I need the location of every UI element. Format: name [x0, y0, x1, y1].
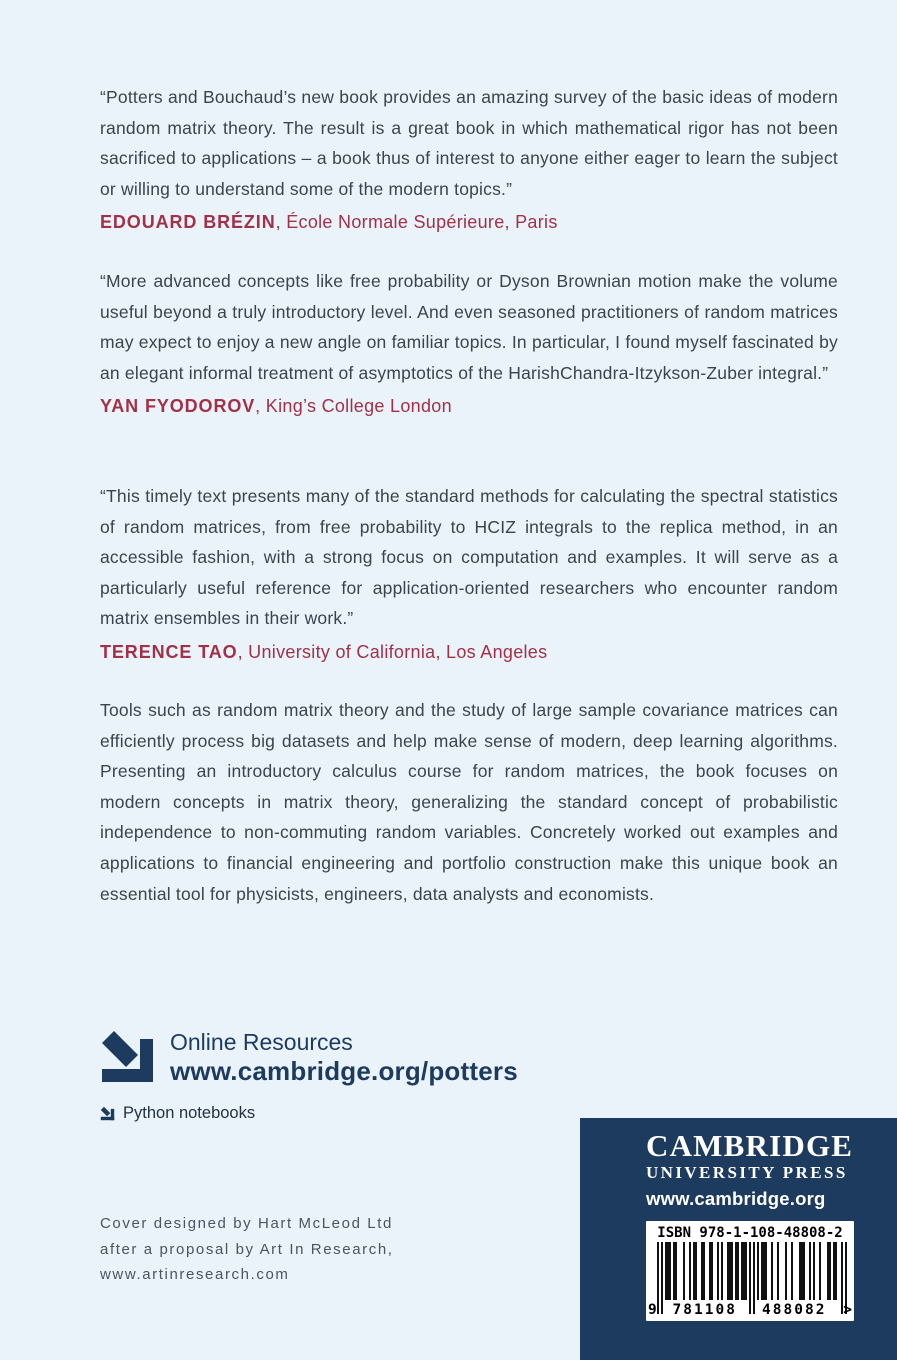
- online-resources-url: www.cambridge.org/potters: [170, 1056, 518, 1086]
- quote-block-1: [100, 82, 838, 233]
- arrow-down-right-icon: [99, 1028, 156, 1085]
- publisher-website: www.cambridge.org: [646, 1188, 826, 1209]
- publisher-inner: [646, 1130, 862, 1321]
- reviewer-affiliation: , King’s College London: [255, 396, 452, 417]
- arrow-down-right-icon: [100, 1106, 115, 1121]
- barcode-digit-group: 781108: [672, 1302, 737, 1318]
- reviewer-name: YAN FYODOROV: [100, 396, 256, 417]
- reviewer-affiliation: , University of California, Los Angeles: [237, 641, 548, 662]
- quote-text: “This timely text presents many of the standard methods for calculating the spectral statistics of random matrices, from free probability to HCIZ integrals to the replica method, in an accessible fashion, with a strong focus on computation and examples. It will serve as a particularly useful reference for application-oriented researchers who encounter random matrix ensembles in their work.”: [100, 486, 838, 629]
- book-description: [100, 695, 838, 909]
- publisher-logo-line1: CAMBRIDGE: [646, 1128, 854, 1163]
- reviewer-name: EDOUARD BRÉZIN: [100, 212, 276, 233]
- python-notebooks-label: Python notebooks: [123, 1104, 256, 1122]
- python-notebooks-row: [100, 1104, 255, 1123]
- quote-block-3: [100, 481, 838, 663]
- quote-attribution: [100, 396, 838, 417]
- barcode-digit-leading: 9: [648, 1302, 657, 1318]
- description-text: Tools such as random matrix theory and the study of large sample covariance matrices can efficiently process big datasets and help make sense of modern, deep learning algorithms. Presenting an introductory calculus course for random matrices, the book focuses on modern concepts in matrix theory, generalizing the standard concept of probabilistic independence to non-commuting random variables. Concretely worked out examples and applications to financial engineering and portfolio construction make this unique book an essential tool for physicists, engineers, data analysts and economists.: [100, 700, 838, 904]
- publisher-logo-line2: UNIVERSITY PRESS: [646, 1163, 848, 1182]
- credit-line: Cover designed by Hart McLeod Ltd: [100, 1215, 393, 1232]
- quote-block-2: [100, 266, 838, 417]
- barcode-quiet-zone-mark: >: [843, 1302, 852, 1318]
- reviewer-affiliation: , École Normale Supérieure, Paris: [275, 212, 558, 233]
- online-resources-text: [170, 1028, 518, 1086]
- isbn-label: ISBN 978-1-108-48808-2: [657, 1225, 843, 1241]
- quote-attribution: [100, 212, 838, 233]
- cover-credits: [100, 1211, 394, 1288]
- reviewer-name: TERENCE TAO: [100, 641, 238, 662]
- online-resources-block: [99, 1028, 518, 1086]
- publisher-block: [580, 1118, 897, 1360]
- quote-text: “More advanced concepts like free probability or Dyson Brownian motion make the volume useful beyond a truly introductory level. And even seasoned practitioners of random matrices may expect to enjoy a new angle on familiar topics. In particular, I found myself fascinated by an elegant informal treatment of asymptotics of the HarishChandra-Itzykson-Zuber integral.”: [100, 271, 838, 383]
- credit-line: www.artinresearch.com: [100, 1266, 290, 1283]
- credit-line: after a proposal by Art In Research,: [100, 1240, 394, 1258]
- barcode-digits: [648, 1302, 852, 1318]
- quote-text: “Potters and Bouchaud’s new book provides an amazing survey of the basic ideas of modern random matrix theory. The result is a great book in which mathematical rigor has not been sacrificed to applications – a book thus of interest to anyone either eager to learn the subject or willing to understand some of the modern topics.”: [100, 87, 838, 199]
- barcode-area: [646, 1242, 854, 1320]
- barcode-digit-group: 488082: [762, 1302, 827, 1318]
- online-resources-title: Online Resources: [170, 1029, 353, 1055]
- quote-attribution: [100, 642, 838, 663]
- isbn-panel: [646, 1221, 854, 1321]
